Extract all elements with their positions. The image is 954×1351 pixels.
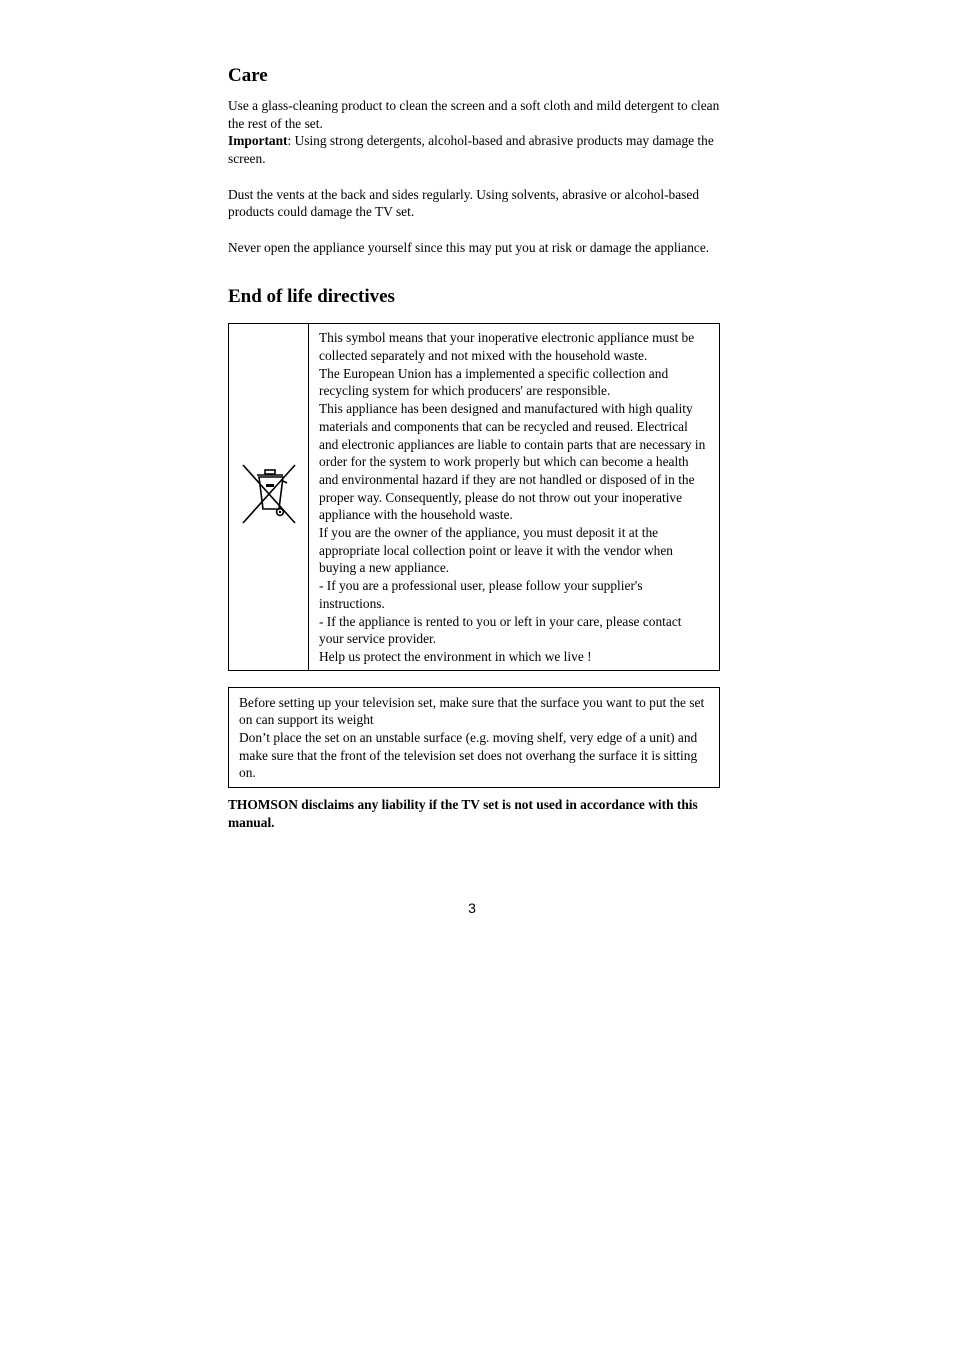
care-paragraph-important <box>228 132 728 167</box>
placement-line-support: Before setting up your television set, make sure that the surface you want to put the set on can support its weight <box>239 694 705 728</box>
page-number: 3 <box>468 900 476 916</box>
page-content <box>228 64 728 832</box>
weee-line: Help us protect the environment in which we live ! <box>319 648 592 664</box>
placement-line-unstable: Don’t place the set on an unstable surface (e.g. moving shelf, very edge of a unit) and make sure that the front of the television set does not overhang the surface it is sitting on. <box>239 730 698 781</box>
care-paragraph-open: Never open the appliance yourself since this may put you at risk or damage the appliance. <box>228 239 710 255</box>
weee-line: The European Union has a implemented a specific collection and recycling system for which producers' are responsible. <box>319 365 669 399</box>
weee-icon-cell <box>229 324 309 670</box>
important-label: Important <box>228 133 288 149</box>
weee-line: This appliance has been designed and manufactured with high quality materials and components that can be recycled and reused. Electrical and electronic appliances are liable to contain parts that are necessary in order for the system to work properly but which can become a health and environmental hazard if they are not handled or disposed of in the proper way. Consequently, please do not throw out your inoperative appliance with the household waste. <box>319 401 706 523</box>
weee-line: This symbol means that your inoperative electronic appliance must be collected separately and not mixed with the household waste. <box>319 330 695 363</box>
weee-line: If you are the owner of the appliance, you must deposit it at the appropriate local collection point or leave it with the vendor when buying a new appliance. <box>319 525 673 576</box>
important-text: : Using strong detergents, alcohol-based and abrasive products may damage the screen. <box>228 133 714 167</box>
weee-line: - If you are a professional user, please follow your supplier's instructions. <box>319 578 643 611</box>
weee-table <box>228 323 720 670</box>
liability-disclaimer: THOMSON disclaims any liability if the TV set is not used in accordance with this manual. <box>228 797 698 830</box>
care-heading: Care <box>228 65 268 86</box>
care-paragraph-glass: Use a glass-cleaning product to clean the screen and a soft cloth and mild detergent to clean the rest of the set. <box>228 98 720 131</box>
crossed-out-wheeled-bin-icon <box>241 463 297 525</box>
weee-text-cell <box>309 324 720 670</box>
placement-warning-box <box>228 687 720 789</box>
weee-line: - If the appliance is rented to you or left in your care, please contact your service provider. <box>319 613 682 647</box>
care-paragraph-vents: Dust the vents at the back and sides regularly. Using solvents, abrasive or alcohol-based products could damage the TV set. <box>228 186 700 220</box>
end-of-life-heading: End of life directives <box>228 286 395 308</box>
